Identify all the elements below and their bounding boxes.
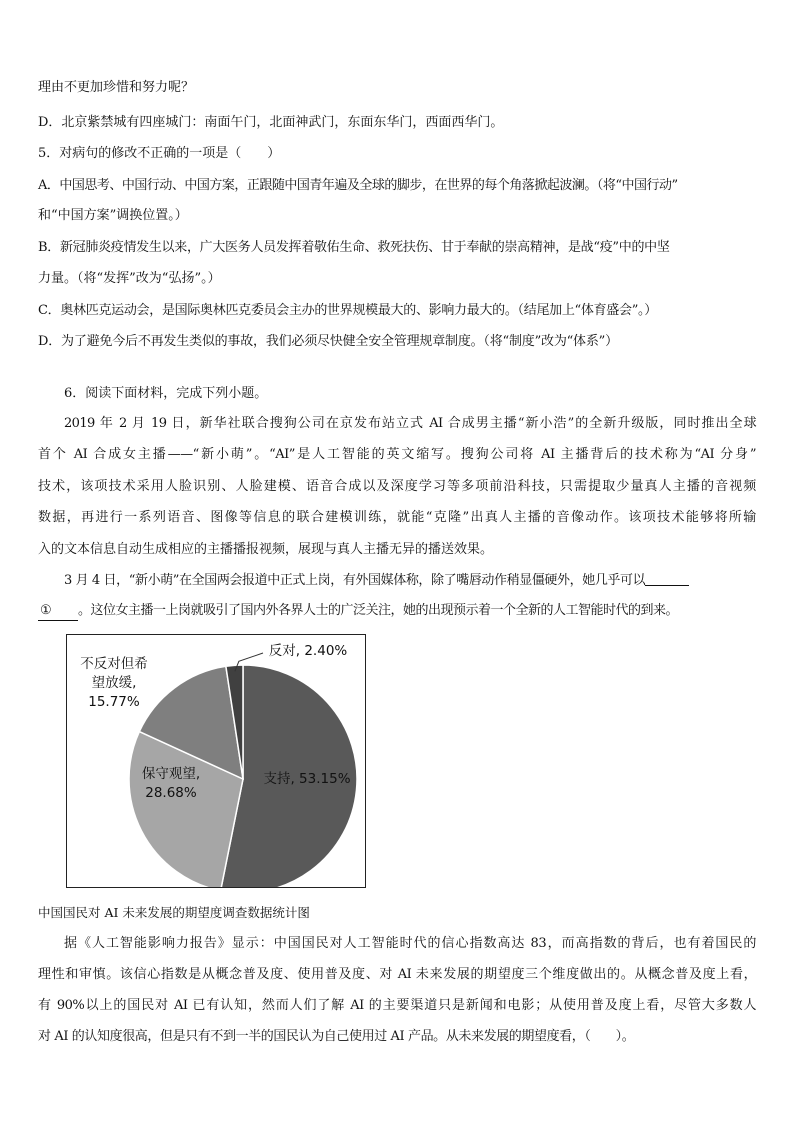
passage-line: 2019 年 2 月 19 日，新华社联合搜狗公司在京发布站立式 AI 合成男主播“新小浩”的全新升级版，同时推出全球	[64, 416, 756, 431]
answer-blank-1: ①	[38, 602, 78, 621]
option-b-text: B．新冠肺炎疫情发生以来，广大医务人员发挥着敬佑生命、救死扶伤、甘于奉献的崇高精神，是战“疫”中的中坚	[38, 240, 670, 255]
chart-caption: 中国国民对 AI 未来发展的期望度调查数据统计图	[38, 905, 310, 920]
passage-line	[38, 602, 678, 621]
pie-label-wait: 保守观望, 28.68%	[141, 766, 201, 801]
passage-line	[64, 571, 689, 590]
option-a-text-cont: 和“中国方案”调换位置。）	[38, 208, 188, 223]
passage-line: 有 90%以上的国民对 AI 已有认知，然而人们了解 AI 的主要渠道只是新闻和电影；从使用普及度上看，尽管大多数人	[38, 998, 756, 1013]
option-d-text: D．北京紫禁城有四座城门：南面午门，北面神武门，东面东华门，西面西华门。	[38, 115, 504, 130]
passage-text: 。这位女主播一上岗就吸引了国内外各界人士的广泛关注，她的出现预示着一个全新的人工智能时代的到来。	[78, 603, 679, 618]
pie-label-oppose: 反对, 2.40%	[268, 643, 348, 659]
pie-chart-frame	[66, 634, 366, 888]
pie-chart	[67, 635, 365, 887]
passage-line: 据《人工智能影响力报告》显示：中国国民对人工智能时代的信心指数高达 83，而高指数的背后，也有着国民的	[64, 936, 756, 951]
answer-blank	[645, 571, 689, 586]
passage-line: 入的文本信息自动生成相应的主播播报视频，展现与真人主播无异的播送效果。	[38, 542, 494, 557]
passage-line: 技术，该项技术采用人脸识别、人脸建模、语音合成以及深度学习等多项前沿科技，只需提取少量真人主播的音视频	[38, 479, 756, 494]
passage-line: 对 AI 的认知度很高，但是只有不到一半的国民认为自己使用过 AI 产品。从未来发展的期望度看，（ ）。	[38, 1029, 635, 1044]
option-c-text: C．奥林匹克运动会，是国际奥林匹克委员会主办的世界规模最大的、影响力最大的。（结尾加上“体育盛会”。）	[38, 303, 657, 318]
option-b-text-cont: 力量。（将“发挥”改为“弘扬”。）	[38, 271, 221, 286]
pie-label-slow: 不反对但希望放缓, 15.77%	[80, 656, 148, 710]
text-line: 理由不更加珍惜和努力呢？	[38, 80, 195, 95]
option-d2-text: D．为了避免今后不再发生类似的事故，我们必须尽快健全安全管理规章制度。（将“制度”改为“体系”）	[38, 334, 618, 349]
question-5-stem: 5．对病句的修改不正确的一项是（ ）	[38, 146, 281, 161]
pie-label-support: 支持, 53.15%	[263, 771, 351, 787]
passage-line: 数据，再进行一系列语音、图像等信息的联合建模训练，就能“克隆”出真人主播的音像动作。该项技术能够将所输	[38, 510, 756, 525]
question-6-stem: 6．阅读下面材料，完成下列小题。	[64, 386, 268, 401]
option-a-text: A．中国思考、中国行动、中国方案，正跟随中国青年遍及全球的脚步，在世界的每个角落掀起波澜。（将“中国行动”	[38, 178, 678, 193]
passage-line: 理性和审慎。该信心指数是从概念普及度、使用普及度、对 AI 未来发展的期望度三个维度做出的。从概念普及度上看，	[38, 967, 756, 982]
passage-line: 首个 AI 合成女主播——“新小萌”。“AI”是人工智能的英文缩写。搜狗公司将 AI 主播背后的技术称为“AI 分身”	[38, 447, 756, 462]
passage-text: 3 月 4 日，“新小萌”在全国两会报道中正式上岗，有外国媒体称，除了嘴唇动作稍显僵硬外，她几乎可以	[64, 573, 646, 588]
